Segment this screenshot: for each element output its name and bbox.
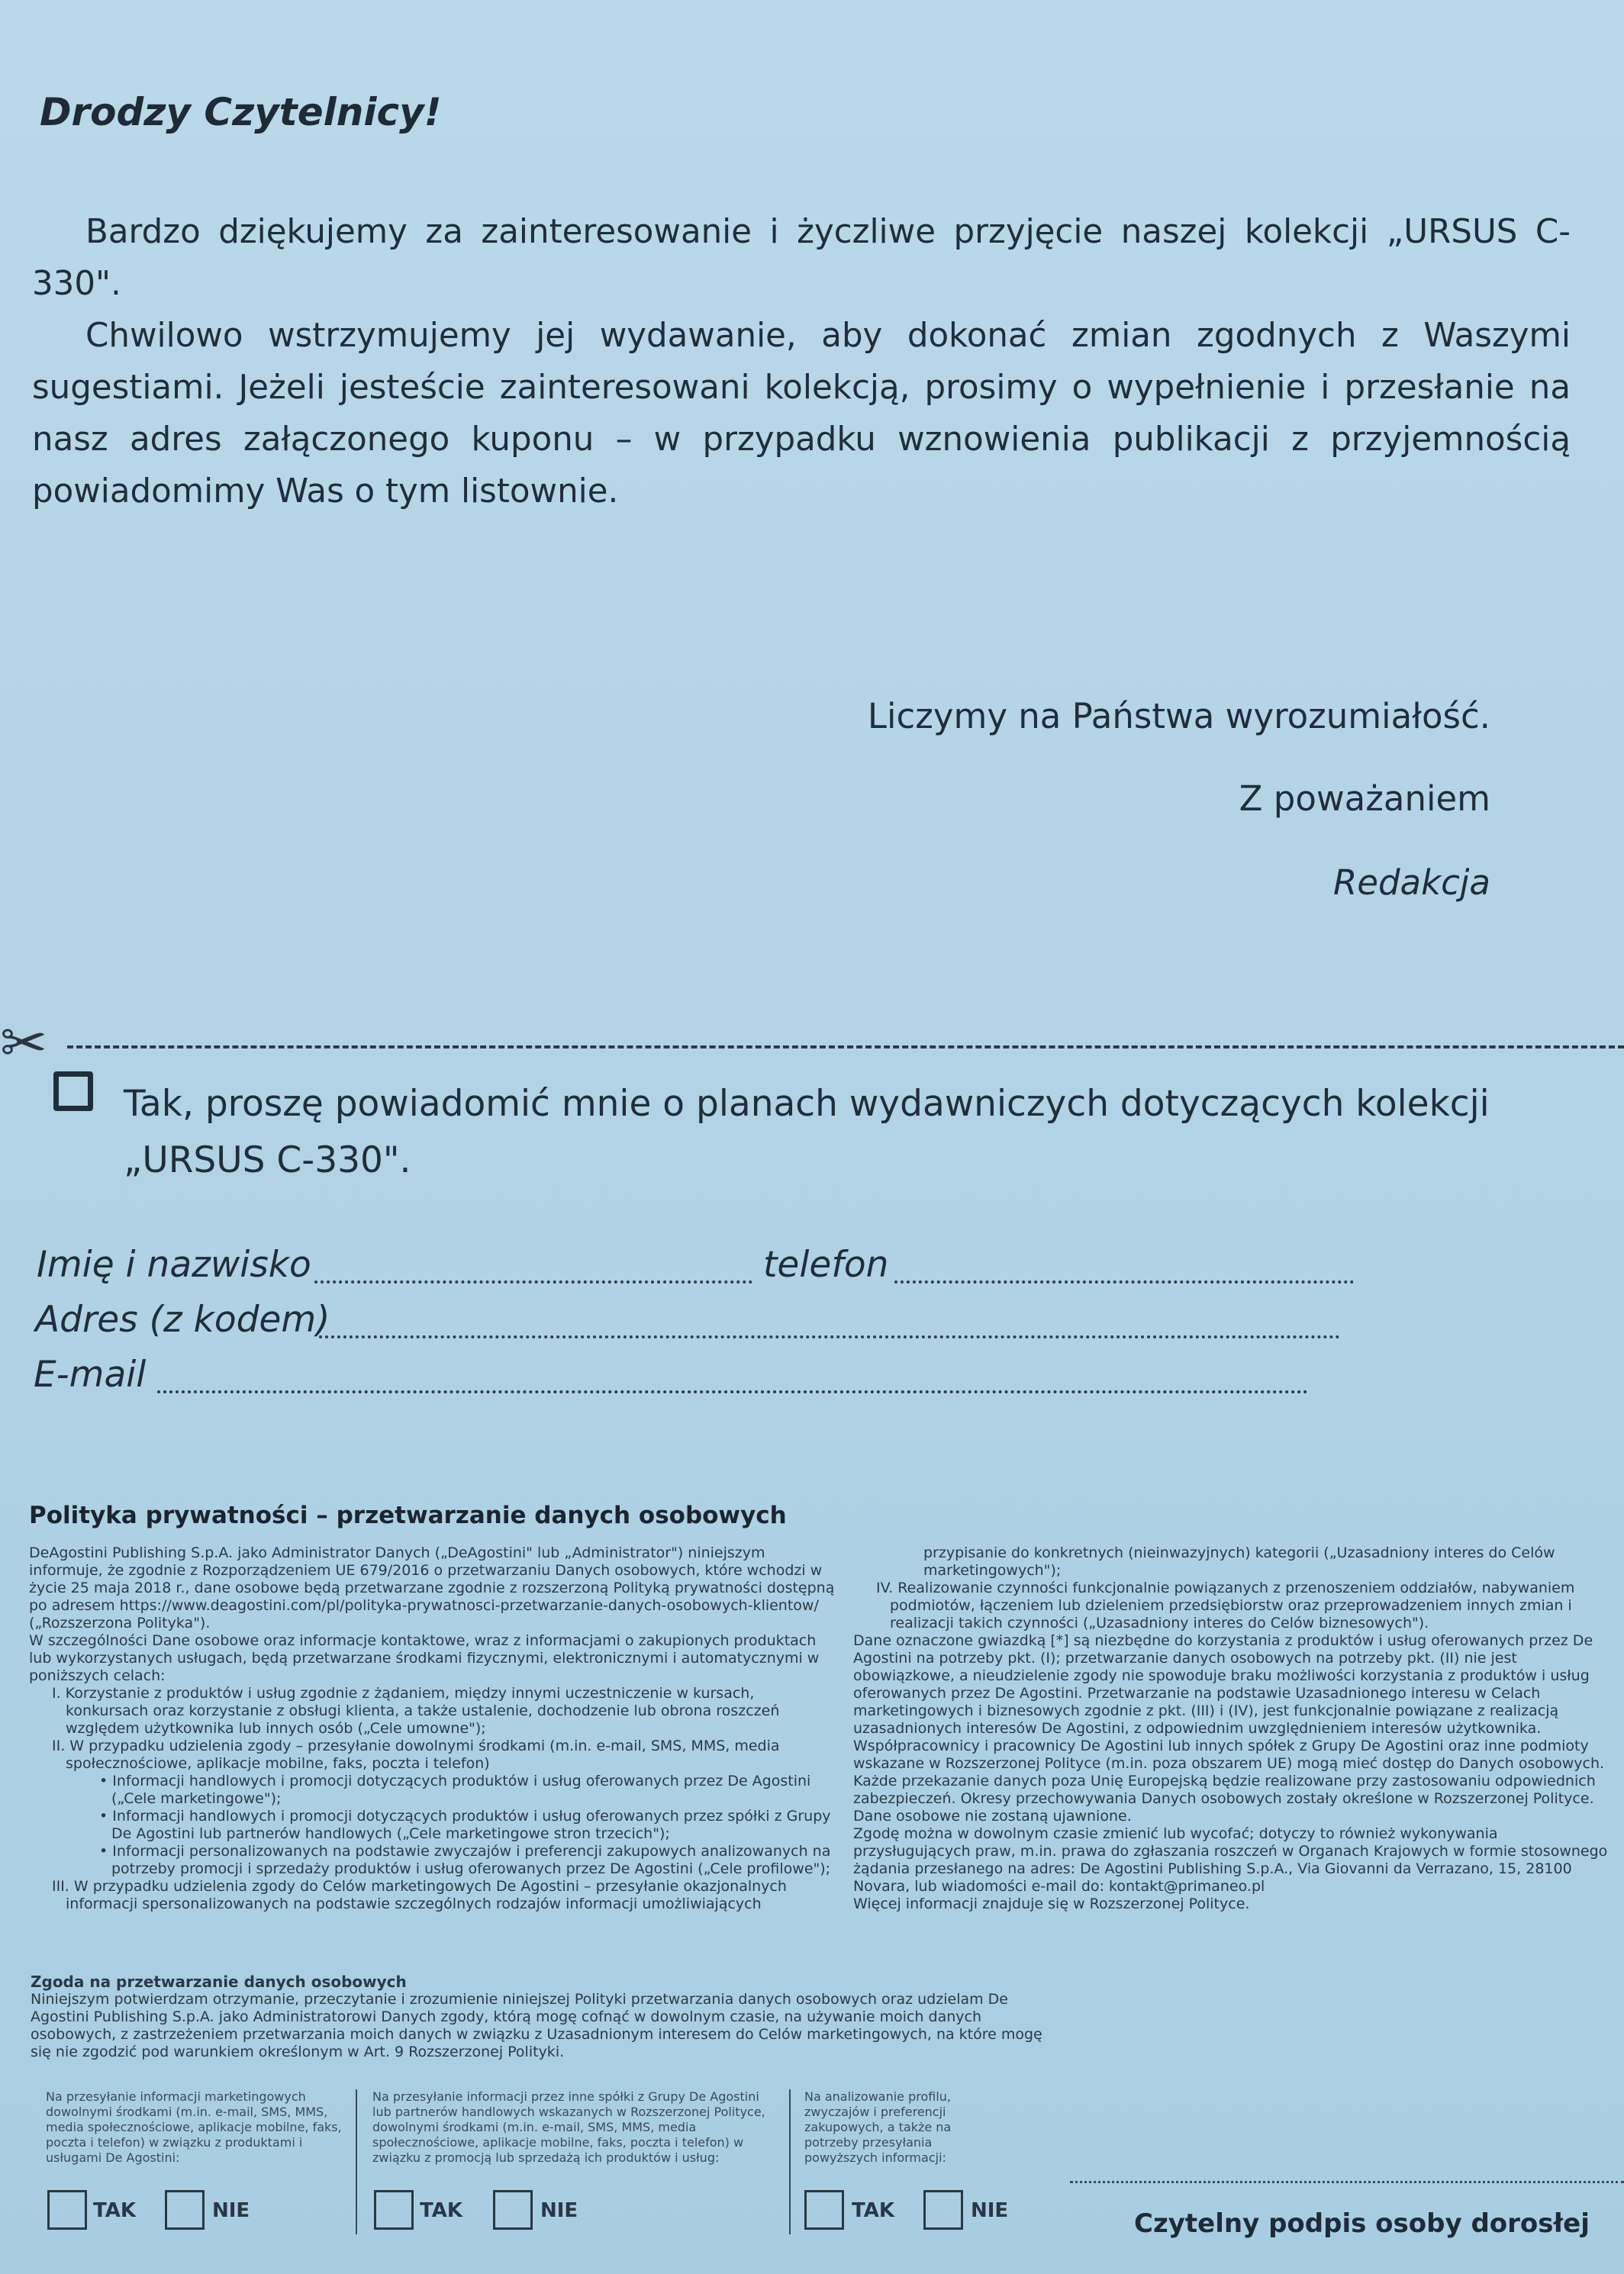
policy-subitem: • Informacji handlowych i promocji dotyczących produktów i usług oferowanych przez spółki z Grupy De Agostini lub partnerów handlowych („Cele marketingowe stron trzecich"); [99,1808,831,1842]
yes-label: TAK [420,2199,462,2222]
notify-checkbox-label: Tak, proszę powiadomić mnie o planach wydawniczych dotyczących kolekcji „URSUS C-330". [124,1083,1490,1181]
policy-paragraph: Dane oznaczone gwiazdką [*] są niezbędne do korzystania z produktów i usług oferowanych przez De Agostini na potrzeby pkt. (I); przetwarzanie danych osobowych na potrzeby pkt. (II) nie jest obowiązkowe, a nieudzielenie zgody nie spowoduje braku możliwości korzystania z produktów i usług oferowanych przez De Agostini. Przetwarzanie na podstawie Uzasadnionego interesu w Celach marketingowych i biznesowych zgodnie z pkt. (III) i (IV), jest funkcjonalnie powiązane z realizacją uzasadnionych interesów De Agostini, z odpowiednim uwzględnieniem interesów użytkownika. [853,1632,1593,1737]
name-label: Imię i nazwisko [37,1244,311,1286]
profiling-yes-checkbox[interactable] [804,2190,844,2230]
cut-line [67,1045,1624,1048]
letter-signature: Redakcja [1333,862,1490,903]
yes-label: TAK [93,2199,136,2222]
no-label: NIE [971,2199,1009,2222]
consent-text: Niniejszym potwierdzam otrzymanie, przeczytanie i zrozumienie niniejszej Polityki przetwarzania danych osobowych oraz udzielam De Agostini Publishing S.p.A. jako Administratorowi Danych zgody, którą mogę cofnąć w dowolnym czasie, na używanie moich danych osobowych, z zastrzeżeniem przetwarzania moich danych w związku z Uzasadnionym interesem do Celów marketingowych, na które mogę się nie zgodzić pod warunkiem określonym w Art. 9 Rozszerzonej Polityki. [31,1991,1042,2060]
signature-field[interactable] [1070,2181,1624,2183]
name-field[interactable] [314,1280,752,1284]
letter-greeting: Drodzy Czytelnicy! [40,90,442,134]
policy-item-continued: przypisanie do konkretnych (nieinwazyjnych) kategorii („Uzasadniony interes do Celów marketingowych"); [923,1544,1555,1579]
consent-title: Zgoda na przetwarzanie danych osobowych [31,1973,407,1991]
policy-item: IV. Realizowanie czynności funkcjonalnie powiązanych z przenoszeniem oddziałów, nabywaniem podmiotów, łączeniem lub dzieleniem przedsiębiorstw oraz przeprowadzeniem innych zmian i realizacji takich czynności („Uzasadniony interes do Celów biznesowych"). [876,1580,1575,1631]
policy-subitem: • Informacji handlowych i promocji dotyczących produktów i usług oferowanych przez De Agostini („Cele marketingowe"); [99,1773,811,1807]
consent-option-third-party: Na przesyłanie informacji przez inne spółki z Grupy De Agostini lub partnerów handlowych wskazanych w Rozszerzonej Polityce, dowolnymi środkami (m.in. e-mail, SMS, MMS, media społecznościowe, aplikacje mobilne, faks, poczta i telefon) w związku z promocją lub sprzedażą ich produktów i usług: [372,2089,765,2165]
no-label: NIE [212,2199,250,2222]
consent-option-marketing: Na przesyłanie informacji marketingowych dowolnymi środkami (m.in. e-mail, SMS, MMS, media społecznościowe, aplikacje mobilne, faks, poczta i telefon) w związku z produktami i usługami De Agostini: [46,2089,342,2165]
phone-label: telefon [763,1244,889,1286]
policy-paragraph: DeAgostini Publishing S.p.A. jako Administrator Danych („DeAgostini" lub „Administrator") niniejszym informuje, że zgodnie z Rozporządzeniem UE 679/2016 o przetwarzaniu Danych osobowych, które wchodzi w życie 25 maja 2018 r., dane osobowe będą przetwarzane zgodnie z rozszerzoną Polityką prywatności dostępną po adresem https://www.deagostini.com/pl/polityka-prywatnosci-przetwarzanie-danych-osobowych-klientow/ („Rozszerzona Polityka"). [29,1544,835,1631]
policy-paragraph: Współpracownicy i pracownicy De Agostini lub innych spółek z Grupy De Agostini oraz inne podmioty wskazane w Rozszerzonej Polityce (m.in. poza obszarem UE) mogą mieć dostęp do Danych osobowych. Każde przekazanie danych poza Unię Europejską będzie realizowane przy zastosowaniu odpowiednich zabezpieczeń. Okresy przechowywania Danych osobowych zostały określone w Rozszerzonej Polityce. Dane osobowe nie zostaną ujawnione. [853,1738,1605,1825]
marketing-yes-checkbox[interactable] [47,2190,87,2230]
no-label: NIE [540,2199,578,2222]
letter-paragraph: Bardzo dziękujemy za zainteresowanie i życzliwe przyjęcie naszej kolekcji „URSUS C-330". [32,213,1571,303]
address-label: Adres (z kodem) [35,1299,330,1341]
marketing-no-checkbox[interactable] [165,2190,205,2230]
email-field[interactable] [157,1390,1308,1393]
signature-label: Czytelny podpis osoby dorosłej [1134,2208,1590,2239]
third-party-yes-checkbox[interactable] [374,2190,414,2230]
column-divider [789,2089,791,2234]
consent-option-profiling: Na analizowanie profilu, zwyczajów i preferencji zakupowych, a także na potrzeby przesyłania powyższych informacji: [804,2089,952,2165]
policy-right-column [853,1544,1616,1913]
third-party-no-checkbox[interactable] [493,2190,533,2230]
scissors-icon: ✂ [0,1010,48,1076]
policy-title: Polityka prywatności – przetwarzanie danych osobowych [29,1502,787,1529]
letter-closing: Liczymy na Państwa wyrozumiałość. [867,696,1490,736]
column-divider [356,2089,357,2234]
letter-body [32,206,1571,517]
letter-regards: Z poważaniem [1239,778,1490,819]
policy-paragraph: Więcej informacji znajduje się w Rozszerzonej Polityce. [853,1896,1250,1912]
email-label: E-mail [34,1354,147,1396]
policy-subitem: • Informacji personalizowanych na podstawie zwyczajów i preferencji zakupowych analizowanych na potrzeby promocji i sprzedaży produktów i usług oferowanych przez De Agostini („Cele profilowe"); [99,1843,831,1877]
policy-paragraph: W szczególności Dane osobowe oraz informacje kontaktowe, wraz z informacjami o zakupionych produktach lub wykorzystanych usługach, będą przetwarzane środkami fizycznymi, elektronicznymi i automatycznymi w poniższych celach: [29,1632,820,1684]
policy-paragraph: Zgodę można w dowolnym czasie zmienić lub wycofać; dotyczy to również wykonywania przysługujących praw, m.in. prawa do zgłaszania roszczeń w Organach Krajowych w formie stosownego żądania przesłanego na adres: De Agostini Publishing S.p.A., Via Giovanni da Verrazano, 15, 28100 Novara, lub wiadomości e-mail do: kontakt@primaneo.pl [853,1825,1608,1895]
profiling-no-checkbox[interactable] [923,2190,963,2230]
policy-item: I. Korzystanie z produktów i usług zgodnie z żądaniem, między innymi uczestniczenie w kursach, konkursach oraz korzystanie z obsługi klienta, a także ustalenie, dochodzenie lub obrona roszczeń względem użytkownika lub innych osób („Cele umowne"); [52,1685,780,1737]
policy-item: III. W przypadku udzielenia zgody do Celów marketingowych De Agostini – przesyłanie okazjonalnych informacji spersonalizowanych na podstawie szczególnych rodzajów informacji umożliwiających [52,1878,787,1912]
letter-paragraph: Chwilowo wstrzymujemy jej wydawanie, aby dokonać zmian zgodnych z Waszymi sugestiami. Jeżeli jesteście zainteresowani kolekcją, prosimy o wypełnienie i przesłanie na nasz adres załączonego kuponu – w przypadku wznowienia publikacji z przyjemnością powiadomimy Was o tym listownie. [32,317,1571,511]
yes-label: TAK [852,2199,894,2222]
policy-item: II. W przypadku udzielenia zgody – przesyłanie dowolnymi środkami (m.in. e-mail, SMS, MMS, media społecznościowe, aplikacje mobilne, faks, poczta i telefon) [52,1738,780,1772]
notify-checkbox[interactable] [53,1071,93,1111]
phone-field[interactable] [894,1280,1354,1284]
address-field[interactable] [319,1335,1340,1338]
policy-left-column [29,1544,838,1913]
